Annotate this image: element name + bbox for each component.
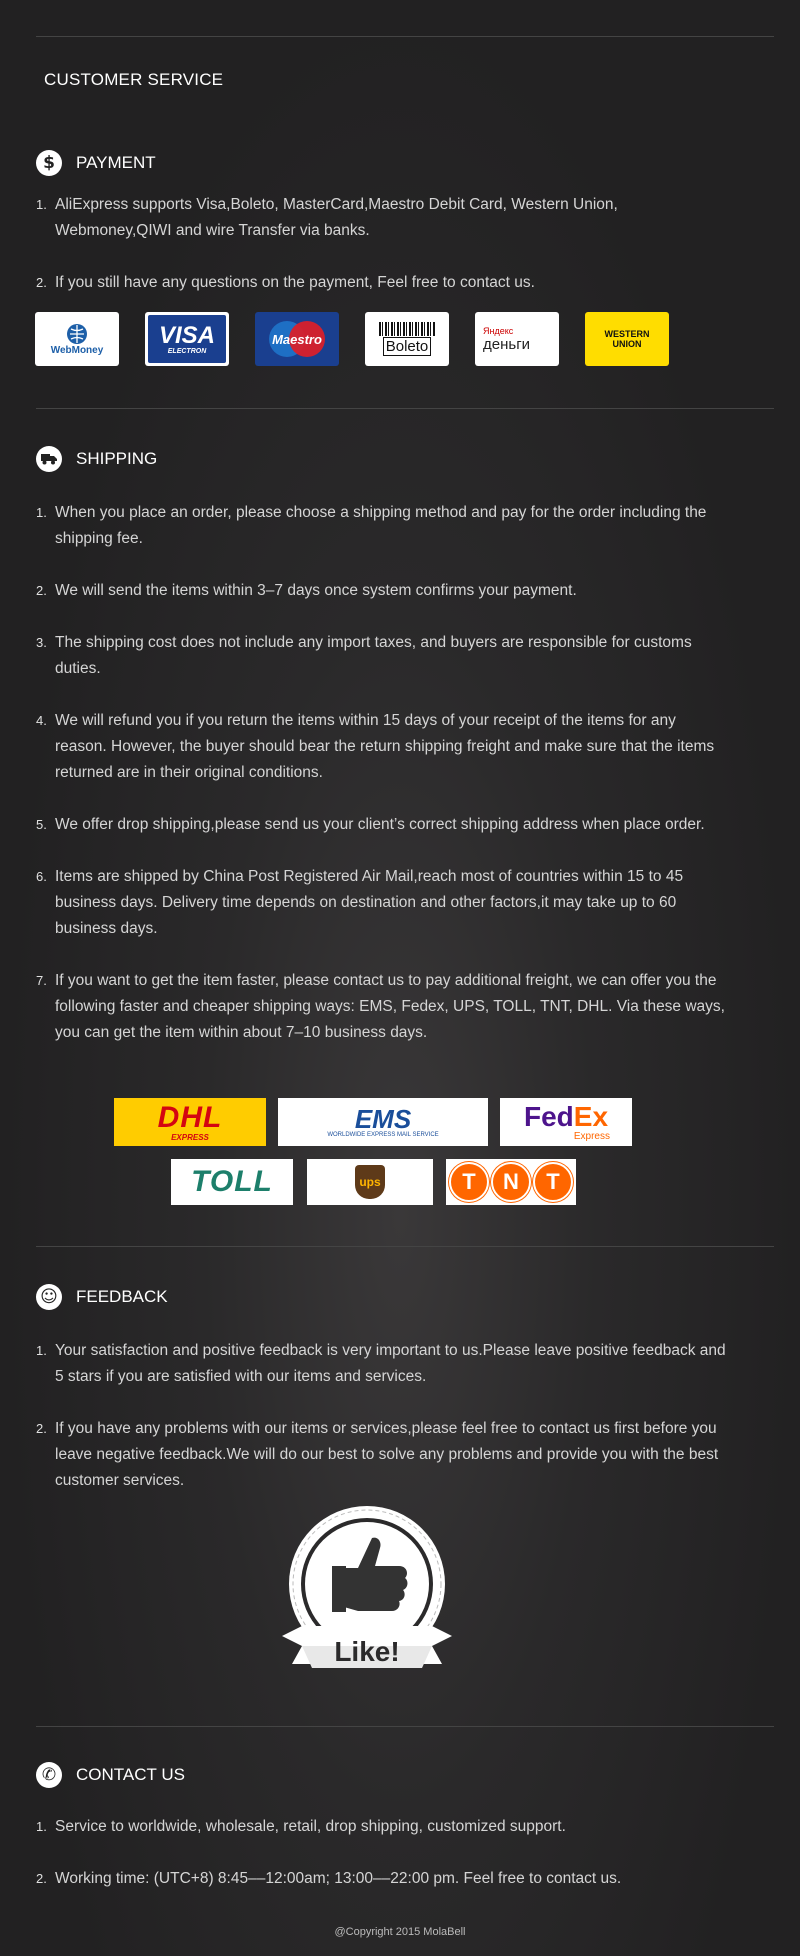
divider [36, 408, 774, 409]
list-item: 7. If you want to get the item faster, please contact us to pay additional freight, we can offer you the following faster and cheaper shipping ways: EMS, Fedex, UPS, TOLL, TNT, DHL. Via these ways, you can get the item within about 7–10 business days. [36, 972, 725, 1041]
list-item: 5. We offer drop shipping,please send us your client’s correct shipping address when place order. [36, 816, 705, 833]
tnt-letter: N [491, 1162, 531, 1202]
tnt-logo [446, 1159, 576, 1205]
webmoney-logo: WebMoney [35, 312, 119, 366]
divider [36, 1726, 774, 1727]
list-item: 1. Service to worldwide, wholesale, retail, drop shipping, customized support. [36, 1818, 566, 1835]
boleto-logo: Boleto [365, 312, 449, 366]
ups-logo: ups [307, 1159, 433, 1205]
list-item: 1. Your satisfaction and positive feedback is very important to us.Please leave positive feedback and 5 stars if you are satisfied with our items and services. [36, 1342, 726, 1385]
feedback-title: FEEDBACK [76, 1287, 168, 1306]
dhl-logo: DHL EXPRESS [114, 1098, 266, 1146]
dollar-icon: $ [36, 150, 62, 176]
shipping-title: SHIPPING [76, 449, 158, 468]
contact-header [36, 1762, 185, 1788]
like-text: Like! [334, 1636, 400, 1667]
tnt-letter: T [449, 1162, 489, 1202]
shipping-list [36, 500, 726, 1046]
visa-electron-logo: VISA ELECTRON [145, 312, 229, 366]
fedex-logo: FedEx Express [500, 1098, 632, 1146]
truck-icon [36, 446, 62, 472]
payment-header [36, 150, 156, 176]
list-item: 6. Items are shipped by China Post Registered Air Mail,reach most of countries within 15 to 45 business days. Delivery time depends on destination and other factors,it may take up to 60 business days. [36, 868, 684, 937]
shipping-header [36, 446, 157, 472]
contact-title: CONTACT US [76, 1765, 185, 1784]
divider [36, 1246, 774, 1247]
toll-logo: TOLL [171, 1159, 293, 1205]
feedback-header [36, 1284, 168, 1310]
list-item: 1. When you place an order, please choose a shipping method and pay for the order including the shipping fee. [36, 504, 707, 547]
list-item: 4. We will refund you if you return the items within 15 days of your receipt of the items for any reason. However, the buyer should bear the return shipping freight and make sure that the items returned are in their original conditions. [36, 712, 715, 781]
list-item: 2. If you still have any questions on the payment, Feel free to contact us. [36, 274, 535, 291]
ems-logo: EMS WORLDWIDE EXPRESS MAIL SERVICE [278, 1098, 488, 1146]
list-item: 2. Working time: (UTC+8) 8:45––12:00am; 13:00––22:00 pm. Feel free to contact us. [36, 1870, 622, 1887]
yandex-money-logo: Яндекс деньги [475, 312, 559, 366]
western-union-logo: WESTERN UNION [585, 312, 669, 366]
divider [36, 36, 774, 37]
payment-list [36, 192, 726, 296]
list-item: 1. AliExpress supports Visa,Boleto, MasterCard,Maestro Debit Card, Western Union, Webmoney,QIWI and wire Transfer via banks. [36, 196, 618, 239]
payment-title: PAYMENT [76, 153, 156, 172]
feedback-list [36, 1338, 726, 1494]
list-item: 2. If you have any problems with our items or services,please feel free to contact us first before you leave negative feedback.We will do our best to solve any problems and provide you with the best customer services. [36, 1420, 719, 1489]
list-item: 2. We will send the items within 3–7 days once system confirms your payment. [36, 582, 577, 599]
payment-logos [35, 312, 669, 366]
page-title: CUSTOMER SERVICE [44, 70, 224, 89]
phone-icon: ✆ [36, 1762, 62, 1788]
copyright: @Copyright 2015 MolaBell [334, 1926, 466, 1938]
list-item: 3. The shipping cost does not include any import taxes, and buyers are responsible for customs duties. [36, 634, 692, 677]
smiley-icon: ☺ [36, 1284, 62, 1310]
maestro-logo: Maestro [255, 312, 339, 366]
tnt-letter: T [533, 1162, 573, 1202]
like-badge [282, 1496, 452, 1686]
contact-list [36, 1814, 726, 1892]
